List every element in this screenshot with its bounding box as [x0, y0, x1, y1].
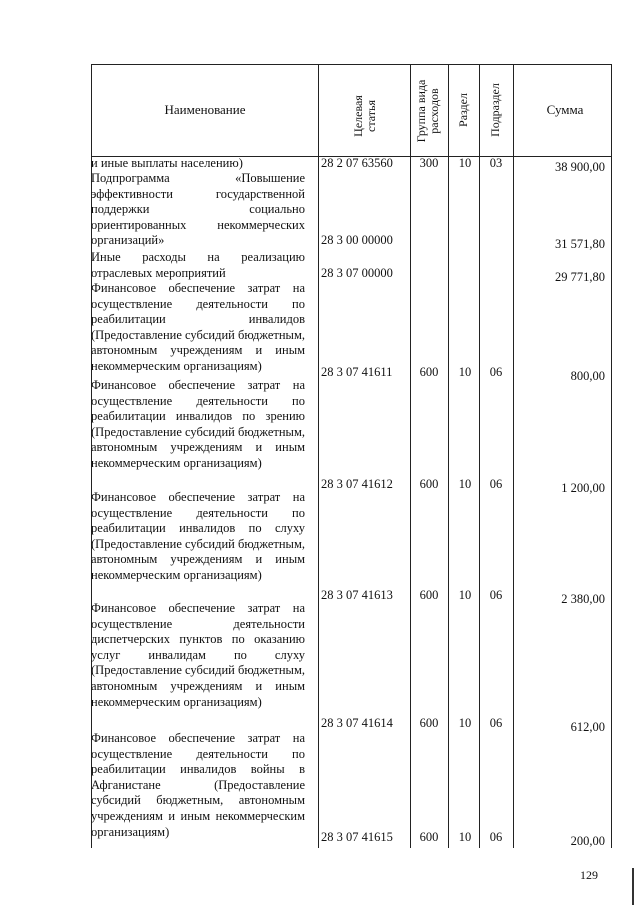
row-sum: 38 900,00: [555, 160, 605, 174]
row-sum: 800,00: [570, 369, 605, 383]
row-code: 28 3 07 00000: [321, 266, 393, 280]
row-name: Финансовое обеспечение затрат на осуществление деятельности по реабилитации инвалидов (Предоставление субсидий бюджетным, автономным учреждениям и иным некоммерческим организациям): [91, 281, 305, 373]
row-sum: 31 571,80: [555, 237, 605, 251]
row-code: 28 3 07 41613: [321, 588, 393, 602]
col-divider-sum: [513, 64, 514, 848]
col-divider-code: [318, 64, 319, 848]
row-sum: 612,00: [570, 720, 605, 734]
row-code: 28 3 07 41614: [321, 716, 393, 730]
row-code: 28 3 07 41612: [321, 477, 393, 491]
row-group: 600: [419, 477, 439, 491]
row-group: 600: [419, 830, 439, 844]
row-group: 600: [419, 365, 439, 379]
row-code: 28 3 07 41611: [321, 365, 393, 379]
header-sum: Сумма: [546, 102, 584, 117]
row-subsection: 06: [489, 588, 503, 602]
col-divider-group: [410, 64, 411, 848]
page-number: 129: [580, 868, 598, 882]
header-section: Раздел: [456, 93, 470, 127]
row-section: 10: [458, 830, 472, 844]
row-group: 300: [419, 156, 439, 170]
row-sum: 29 771,80: [555, 270, 605, 284]
row-name: Иные расходы на реализацию отраслевых мероприятий: [91, 250, 305, 280]
scan-edge-mark: [632, 868, 634, 905]
row-code: 28 2 07 63560: [321, 156, 393, 170]
col-divider-subsection: [479, 64, 480, 848]
row-sum: 2 380,00: [561, 592, 605, 606]
header-target-article: Целевая статья: [351, 95, 378, 137]
row-subsection: 03: [489, 156, 503, 170]
row-group: 600: [419, 716, 439, 730]
header-expense-group: Группа вида расходов: [414, 79, 441, 143]
row-name: Финансовое обеспечение затрат на осуществление деятельности диспетчерских пунктов по оказанию услуг инвалидам по слуху (Предоставление субсидий бюджетным, автономным учреждениям и иным некоммерческим организациям): [91, 601, 305, 709]
row-name: Финансовое обеспечение затрат на осуществление деятельности по реабилитации инвалидов по зрению (Предоставление субсидий бюджетным, автономным учреждениям и иным некоммерческим организациям): [91, 378, 305, 470]
row-subsection: 06: [489, 365, 503, 379]
row-sum: 1 200,00: [561, 481, 605, 495]
row-section: 10: [458, 477, 472, 491]
header-subsection: Подраздел: [488, 83, 502, 137]
row-group: 600: [419, 588, 439, 602]
row-name: Подпрограмма «Повышение эффективности государственной поддержки социально ориентированных некоммерческих организаций»: [91, 171, 305, 248]
table-right-border: [611, 64, 612, 848]
row-name: Финансовое обеспечение затрат на осуществление деятельности по реабилитации инвалидов войны в Афганистане (Предоставление субсидий бюджетным, автономным учреждениям и иным некоммерческим организациям): [91, 731, 305, 839]
row-subsection: 06: [489, 830, 503, 844]
row-subsection: 06: [489, 716, 503, 730]
row-name: и иные выплаты населению): [91, 156, 243, 170]
header-name: Наименование: [164, 102, 246, 117]
row-subsection: 06: [489, 477, 503, 491]
row-section: 10: [458, 716, 472, 730]
row-sum: 200,00: [570, 834, 605, 848]
row-section: 10: [458, 588, 472, 602]
row-name: Финансовое обеспечение затрат на осуществление деятельности по реабилитации инвалидов по слуху (Предоставление субсидий бюджетным, автономным учреждениям и иным некоммерческим организациям): [91, 490, 305, 582]
row-code: 28 3 07 41615: [321, 830, 393, 844]
row-section: 10: [458, 365, 472, 379]
row-code: 28 3 00 00000: [321, 233, 393, 247]
row-section: 10: [458, 156, 472, 170]
col-divider-section: [448, 64, 449, 848]
